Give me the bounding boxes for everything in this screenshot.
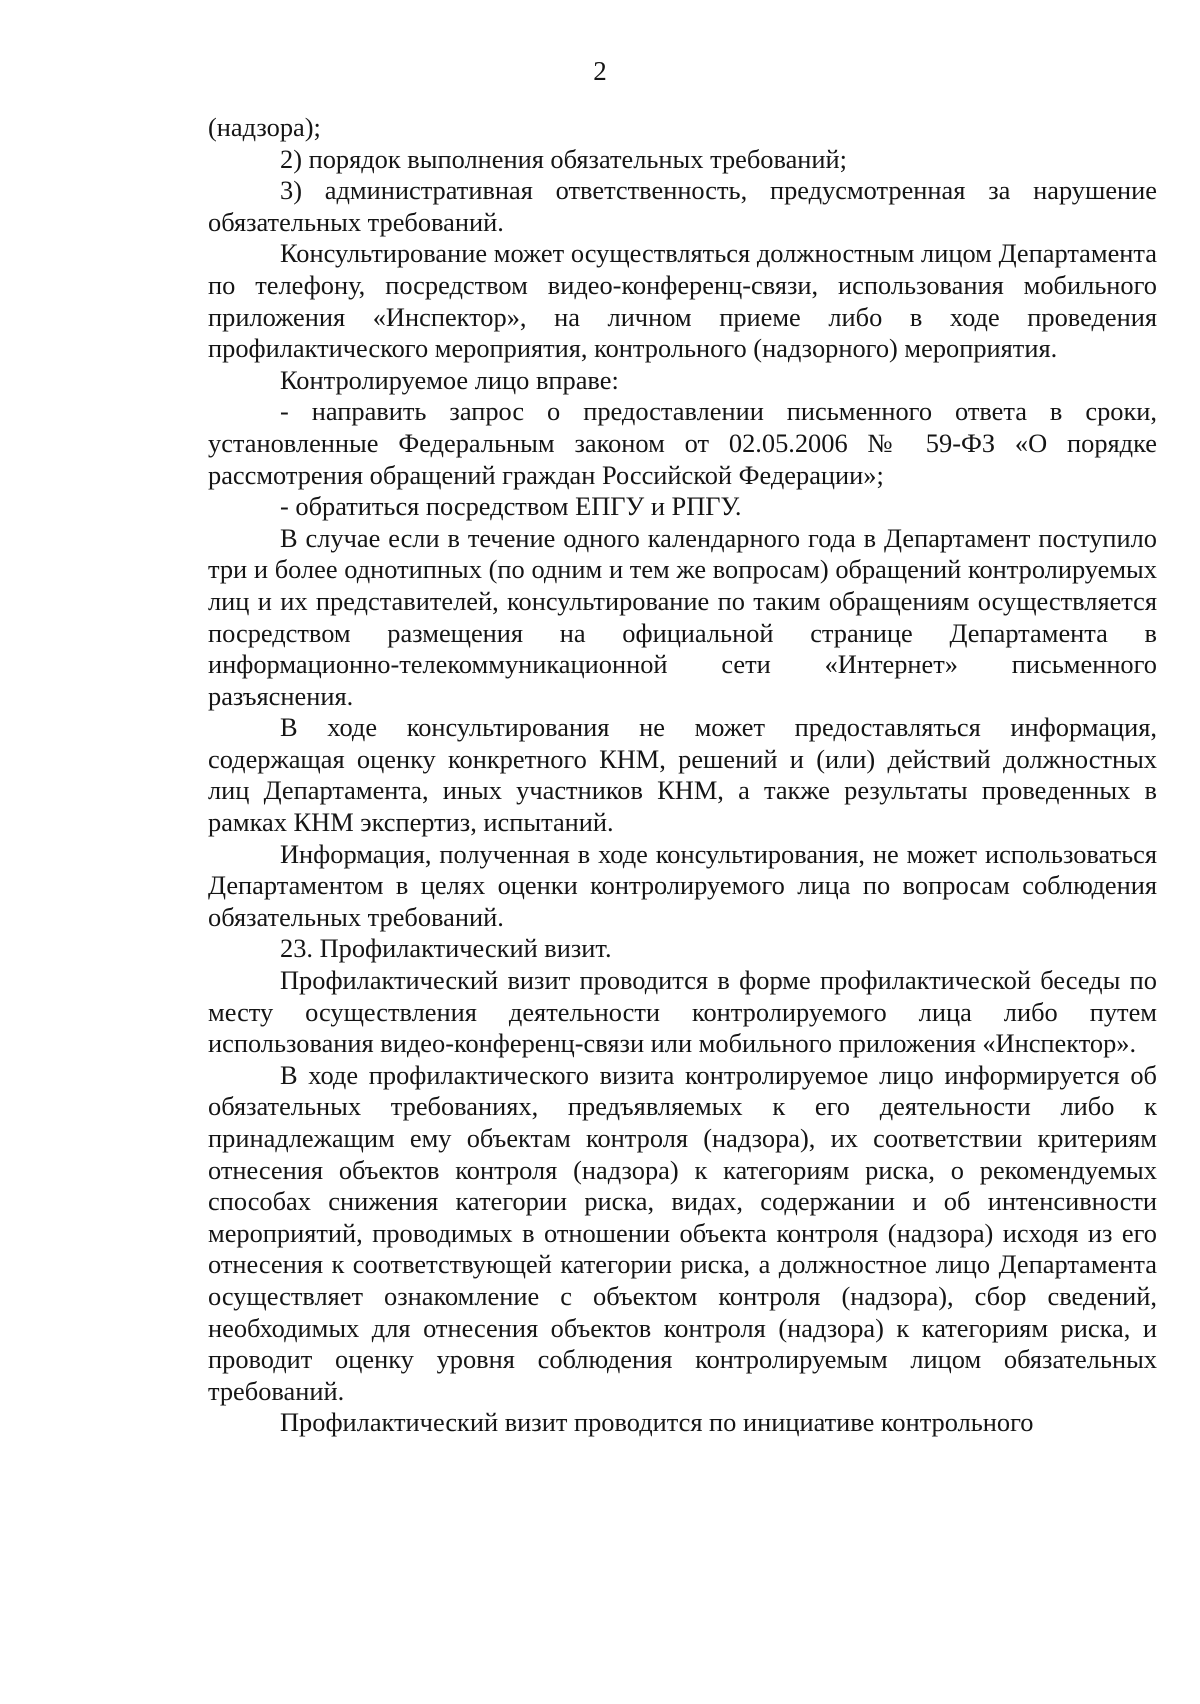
page-number: 2	[593, 56, 607, 86]
paragraph-3: 3) административная ответственность, предусмотренная за нарушение обязательных требований.	[208, 175, 1157, 237]
document-body	[208, 112, 1157, 1439]
paragraph-13: В ходе профилактического визита контролируемое лицо информируется об обязательных требованиях, предъявляемых к его деятельности либо к принадлежащим ему объектам контроля (надзора), их соответствии критериям отнесения объектов контроля (надзора) к категориям риска, о рекомендуемых способах снижения категории риска, видах, содержании и об интенсивности мероприятий, проводимых в отношении объекта контроля (надзора) исходя из его отнесения к соответствующей категории риска, а должностное лицо Департамента осуществляет ознакомление с объектом контроля (надзора), сбор сведений, необходимых для отнесения объектов контроля (надзора) к категориям риска, и проводит оценку уровня соблюдения контролируемым лицом обязательных требований.	[208, 1059, 1157, 1406]
paragraph-4: Консультирование может осуществляться должностным лицом Департамента по телефону, посредством видео-конференц-связи, использования мобильного приложения «Инспектор», на личном приеме либо в ходе проведения профилактического мероприятия, контрольного (надзорного) мероприятия.	[208, 238, 1157, 364]
paragraph-9: В ходе консультирования не может предоставляться информация, содержащая оценку конкретного КНМ, решений и (или) действий должностных лиц Департамента, иных участников КНМ, а также результаты проведенных в рамках КНМ экспертиз, испытаний.	[208, 712, 1157, 838]
paragraph-14: Профилактический визит проводится по инициативе контрольного	[280, 1407, 1034, 1438]
paragraph-11: 23. Профилактический визит.	[280, 933, 612, 964]
paragraph-8: В случае если в течение одного календарного года в Департамент поступило три и более однотипных (по одним и тем же вопросам) обращений контролируемых лиц и их представителей, консультирование по таким обращениям осуществляется посредством размещения на официальной странице Департамента в информационно-телекоммуникационной сети «Интернет» письменного разъяснения.	[208, 522, 1157, 711]
paragraph-10: Информация, полученная в ходе консультирования, не может использоваться Департаментом в целях оценки контролируемого лица по вопросам соблюдения обязательных требований.	[208, 838, 1157, 932]
paragraph-1: (надзора);	[208, 112, 321, 142]
paragraph-7: - обратиться посредством ЕПГУ и РПГУ.	[280, 491, 742, 522]
paragraph-12: Профилактический визит проводится в форме профилактической беседы по месту осуществления деятельности контролируемого лица либо путем использования видео-конференц-связи или мобильного приложения «Инспектор».	[208, 965, 1157, 1059]
paragraph-2: 2) порядок выполнения обязательных требований;	[280, 143, 847, 174]
paragraph-6: - направить запрос о предоставлении письменного ответа в сроки, установленные Федеральным законом от 02.05.2006 № 59-ФЗ «О порядке рассмотрения обращений граждан Российской Федерации»;	[208, 396, 1157, 490]
paragraph-5: Контролируемое лицо вправе:	[280, 364, 619, 395]
